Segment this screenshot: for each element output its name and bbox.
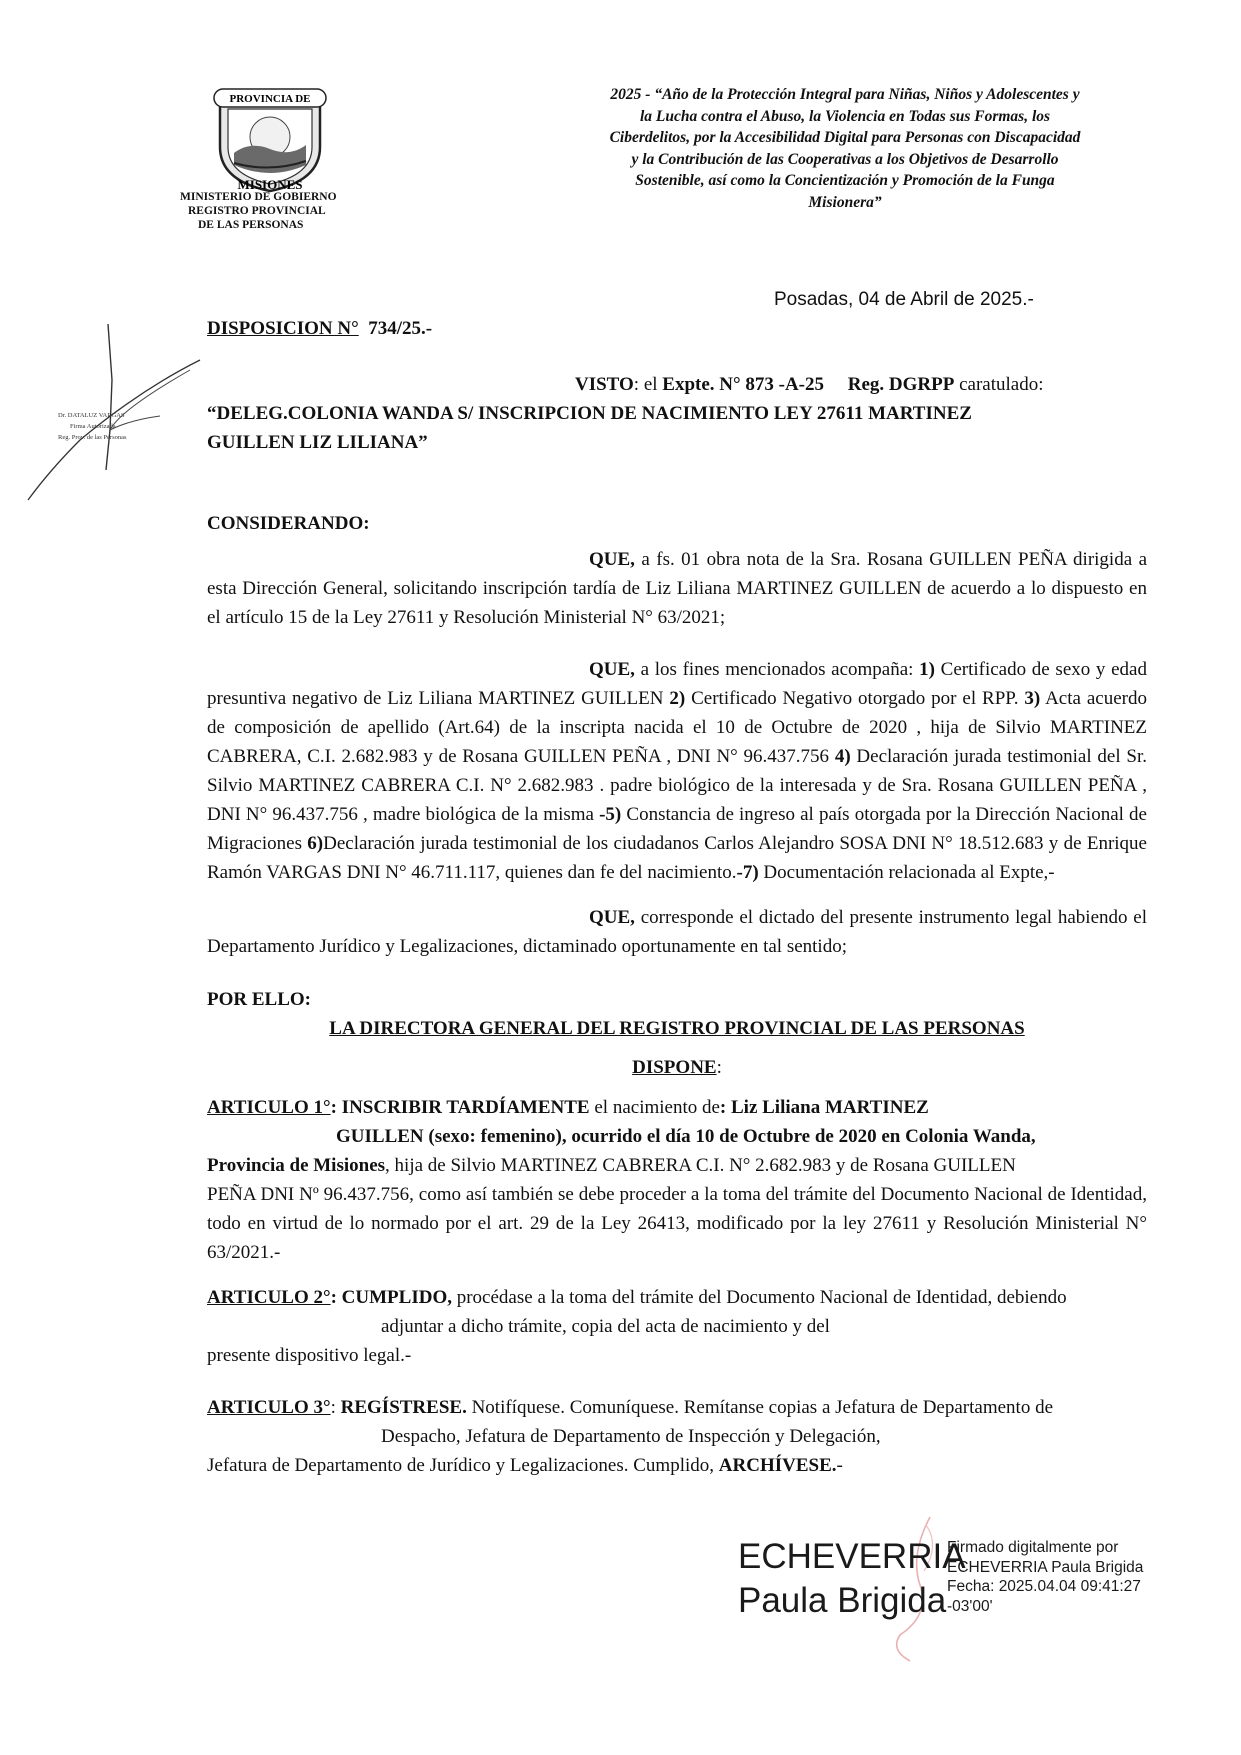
por-ello-heading: POR ELLO: (207, 989, 311, 1010)
que-lead: QUE, (589, 659, 635, 680)
signature-info-line: -03'00' (947, 1597, 993, 1615)
articulo-1-rest: PEÑA DNI Nº 96.437.756, como así también se debe proceder a la toma del trámite del Documento Nacional de Identidad, todo en virtud de lo normado por el art. 29 de la Ley 26413, modificado por la ley 27611 y Resolución Ministerial N° 63/2021.- (207, 1184, 1147, 1263)
motto-line: 2025 - “Año de la Protección Integral para Niñas, Niños y Adolescentes y (610, 86, 1080, 103)
visto-label: VISTO (575, 374, 634, 395)
articulo-text: : INSCRIBIR TARDÍAMENTE (330, 1097, 590, 1118)
document-date: Posadas, 04 de Abril de 2025.- (774, 289, 1034, 310)
visto-reg: Reg. DGRPP (847, 374, 955, 395)
articulo-text: - (836, 1455, 843, 1476)
que-item-number: -5) (599, 804, 622, 825)
articulo-text: el nacimiento de (589, 1097, 720, 1118)
que-text: Declaración jurada testimonial de los ciudadanos Carlos Alejandro SOSA DNI N° 18.512.683 y de Enrique Ramón VARGAS DNI N° 46.711.117, quienes dan fe del nacimiento. (207, 833, 1147, 883)
signer-name-line: ECHEVERRIA (738, 1537, 966, 1576)
articulo-2-line: adjuntar a dicho trámite, copia del acta de nacimiento y del (381, 1316, 830, 1337)
dispone-heading (207, 1053, 1147, 1082)
stamp-line: Firma Autorizada (70, 423, 116, 430)
que-item-number: 3) (1024, 688, 1041, 709)
que-item-number: 6) (307, 833, 324, 854)
visto-text: caratulado: (954, 374, 1044, 395)
que-text: Certificado de sexo y edad presuntiva negativo de Liz Liliana MARTINEZ GUILLEN (207, 659, 1147, 709)
que-text: Declaración jurada testimonial del Sr. Silvio MARTINEZ CABRERA C.I. N° 2.682.983 . padre biológico de la interesada y de Sra. Rosana GUILLEN PEÑA , DNI N° 96.437.756 , madre biológica de la misma (207, 746, 1147, 825)
side-signature-stamp (20, 320, 220, 510)
articulo-text: Provincia de Misiones (207, 1155, 386, 1176)
stamp-line: Reg. Prov. de las Personas (58, 434, 127, 441)
stamp-line: Dr. DATALUZ VARGAS (58, 412, 125, 419)
articulo-1-line (207, 1151, 1016, 1180)
que-text: Constancia de ingreso al país otorgada por la Dirección Nacional de Migraciones (207, 804, 1147, 854)
articulo-text: : (330, 1397, 341, 1418)
visto-caratula-line: GUILLEN LIZ LILIANA” (207, 432, 428, 453)
articulo-1-line (207, 1093, 929, 1122)
digital-signature-info (947, 1538, 1143, 1616)
ministry-line: DE LAS PERSONAS (198, 219, 304, 231)
signature-info-line: ECHEVERRIA Paula Brigida (947, 1558, 1144, 1576)
dispone-text: DISPONE (632, 1057, 717, 1078)
que-lead: QUE, (589, 549, 635, 570)
ministry-line: MINISTERIO DE GOBIERNO (180, 191, 337, 203)
visto-line (575, 370, 1044, 399)
articulo-label: ARTICULO 1° (207, 1097, 331, 1118)
dispone-colon: : (716, 1057, 722, 1078)
directora-heading (207, 1014, 1147, 1043)
que-item-number: 2) (669, 688, 686, 709)
disposicion-number (207, 318, 432, 340)
considerando-heading: CONSIDERANDO: (207, 513, 370, 534)
visto-expte: Expte. N° 873 -A-25 (662, 374, 824, 395)
ministry-line: REGISTRO PROVINCIAL (188, 205, 326, 217)
articulo-text: REGÍSTRESE. (340, 1397, 467, 1418)
disposicion-label: DISPOSICION N° (207, 318, 359, 339)
articulo-text: procédase a la toma del trámite del Documento Nacional de Identidad, debiendo (451, 1287, 1067, 1308)
articulo-3-line: Despacho, Jefatura de Departamento de Inspección y Delegación, (381, 1426, 881, 1447)
signature-info-line: Firmado digitalmente por (947, 1539, 1119, 1556)
que-item-number: 1) (919, 659, 935, 680)
que-text: Certificado Negativo otorgado por el RPP. (685, 688, 1025, 709)
que-text: Documentación relacionada al Expte,- (758, 862, 1055, 883)
que-paragraph-3 (207, 903, 1147, 961)
que-paragraph-2 (207, 655, 1147, 887)
que-text: a fs. 01 obra nota de la Sra. Rosana GUILLEN PEÑA dirigida a esta Dirección General, solicitando inscripción tardía de Liz Liliana MARTINEZ GUILLEN de acuerdo a lo dispuesto en el artículo 15 de la Ley 27611 y Resolución Ministerial N° 63/2021; (207, 549, 1147, 628)
que-text: Acta acuerdo de composición de apellido (Art.64) de la inscripta nacida el 10 de Octubre de 2020 , hija de Silvio MARTINEZ CABRERA, C.I. 2.682.983 y de Rosana GUILLEN PEÑA , DNI N° 96.437.756 (207, 688, 1147, 767)
province-seal-icon (210, 85, 330, 193)
ministry-block (180, 190, 370, 232)
motto-line: Sostenible, así como la Concientización y Promoción de la Funga (635, 172, 1055, 190)
seal-top-text: PROVINCIA DE (229, 93, 311, 105)
articulo-3-line (207, 1451, 843, 1480)
que-item-number: 4) (834, 746, 851, 767)
articulo-label: ARTICULO 2° (207, 1287, 331, 1308)
articulo-text: ARCHÍVESE. (718, 1455, 837, 1476)
articulo-text: Notifíquese. Comuníquese. Remítanse copias a Jefatura de Departamento de (466, 1397, 1053, 1418)
articulo-text: : CUMPLIDO, (330, 1287, 452, 1308)
motto-line: y la Contribución de las Cooperativas a los Objetivos de Desarrollo (631, 150, 1059, 168)
articulo-3-line (207, 1393, 1053, 1422)
directora-text: LA DIRECTORA GENERAL DEL REGISTRO PROVINCIAL DE LAS PERSONAS (329, 1018, 1025, 1039)
que-item-number: -7) (736, 862, 759, 883)
motto-line: Ciberdelitos, por la Accesibilidad Digital para Personas con Discapacidad (609, 129, 1081, 147)
articulo-text: : Liz Liliana MARTINEZ (719, 1097, 929, 1118)
year-motto (555, 84, 1135, 214)
que-paragraph-1 (207, 545, 1147, 632)
que-text: corresponde el dictado del presente instrumento legal habiendo el Departamento Jurídico y Legalizaciones, dictaminado oportunamente en tal sentido; (207, 907, 1147, 957)
articulo-2-line (207, 1283, 1067, 1312)
visto-caratula-line: “DELEG.COLONIA WANDA S/ INSCRIPCION DE NACIMIENTO LEY 27611 MARTINEZ (207, 403, 972, 424)
seal-bottom-text: MISIONES (237, 177, 303, 192)
que-text: a los fines mencionados acompaña: (634, 659, 920, 680)
articulo-text: Jefatura de Departamento de Jurídico y Legalizaciones. Cumplido, (207, 1455, 719, 1476)
articulo-label: ARTICULO 3° (207, 1397, 331, 1418)
visto-text: : el (633, 374, 663, 395)
articulo-text: , hija de Silvio MARTINEZ CABRERA C.I. N° 2.682.983 y de Rosana GUILLEN (385, 1155, 1016, 1176)
motto-line: la Lucha contra el Abuso, la Violencia en Todas sus Formas, los (639, 107, 1051, 125)
articulo-1-line: GUILLEN (sexo: femenino), ocurrido el día 10 de Octubre de 2020 en Colonia Wanda, (336, 1126, 1036, 1147)
que-lead: QUE, (589, 907, 635, 928)
signature-info-line: Fecha: 2025.04.04 09:41:27 (947, 1578, 1141, 1595)
signer-name (738, 1535, 966, 1623)
motto-line: Misionera” (808, 193, 882, 211)
articulo-2-line: presente dispositivo legal.- (207, 1345, 412, 1366)
disposicion-value: 734/25.- (368, 318, 433, 339)
signer-name-line: Paula Brigida (738, 1581, 947, 1620)
